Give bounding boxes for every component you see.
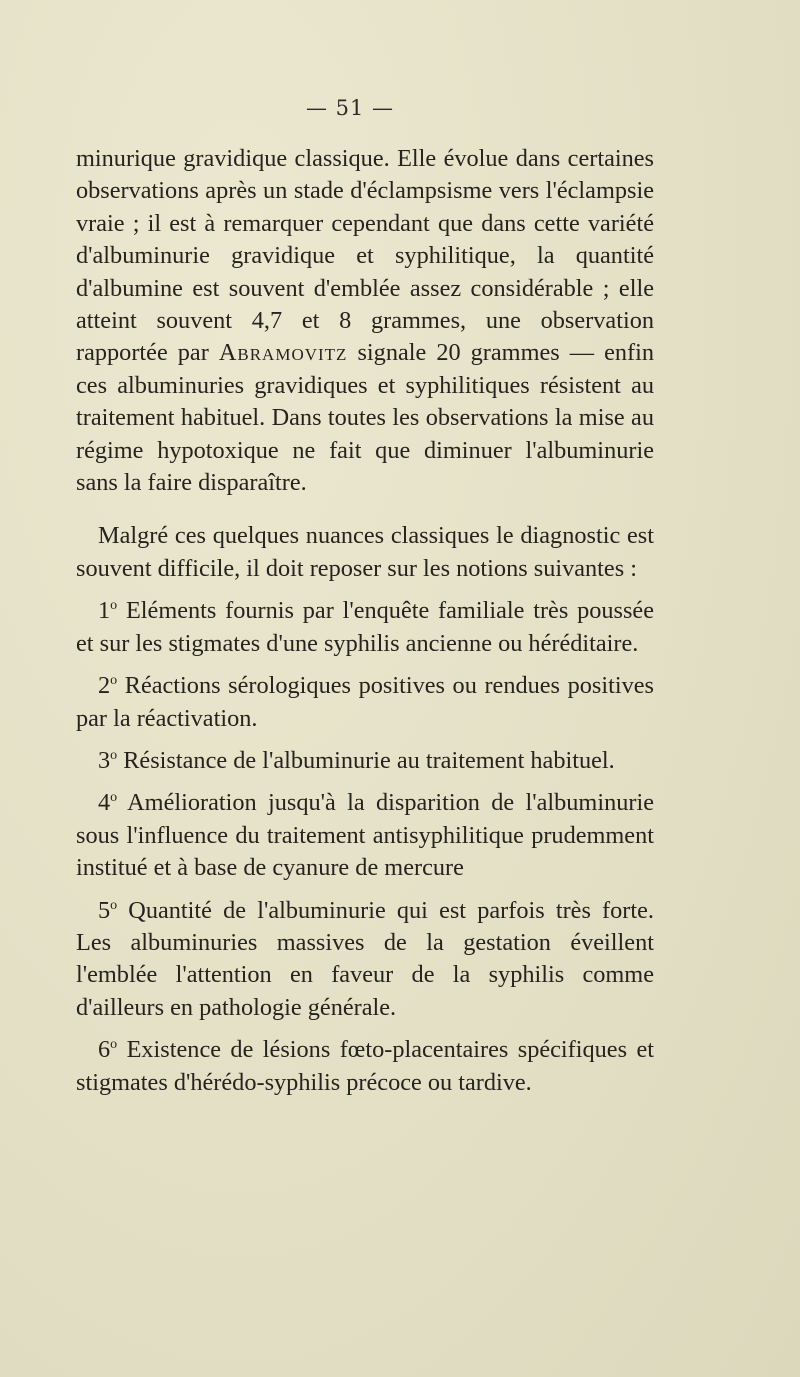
item-text: Quantité de l'albuminurie qui est parfois très forte. Les albuminuries massives de la gestation éveillent l'emblée l'attention en faveur de la syphilis comme d'ailleurs en pathologie générale. (76, 896, 654, 1021)
paragraph-continuation (76, 143, 654, 499)
item-text: Réactions sérologiques positives ou rendues positives par la réactivation. (76, 672, 654, 732)
item-text: Existence de lésions fœto-placentaires spécifiques et stigmates d'hérédo-syphilis précoce ou tardive. (76, 1036, 654, 1096)
item-text: Amélioration jusqu'à la disparition de l'albuminurie sous l'influence du traitement antisyphilitique prudemment institué et à base de cyanure de mercure (76, 789, 654, 882)
item-text: Eléments fournis par l'enquête familiale très poussée et sur les stigmates d'une syphilis ancienne ou héréditaire. (76, 597, 654, 657)
page-number: — 51 — (305, 96, 395, 120)
item-number: 6$^o$ (98, 1036, 118, 1064)
paragraph-diagnosis: Malgré ces quelques nuances classiques le diagnostic est souvent difficile, il doit reposer sur les notions suivantes : (76, 522, 654, 582)
item-text: Résistance de l'albuminurie au traitement habituel. (117, 746, 615, 774)
paragraph-text: minurique gravidique classique. Elle évolue dans certaines observations après un stade d'éclampsisme vers l'éclampsie vraie ; il est à remarquer cependant que dans cette variété d'albuminurie gravidique et syphilitique, la quantité d'albumine est souvent d'emblée assez considérable ; elle atteint souvent 4,7 et 8 grammes, une observation rapportée par (76, 145, 654, 367)
item-number: 4$^o$ (98, 789, 118, 817)
author-name: Abramovitz (218, 339, 348, 367)
list-item (76, 595, 654, 660)
list-item (76, 895, 654, 1025)
item-number: 3$^o$ (98, 746, 118, 774)
list-item (76, 670, 654, 735)
list-item (76, 787, 654, 884)
paragraph-text: signale 20 grammes — enfin ces albuminuries gravidiques et syphilitiques résistent au traitement habituel. Dans toutes les observations la mise au régime hypotoxique ne fait que diminuer l'albuminurie sans la faire disparaître. (76, 339, 654, 497)
list-item (76, 1034, 654, 1099)
item-number: 1$^o$ (98, 597, 118, 625)
list-item (76, 745, 654, 777)
body-text (76, 143, 654, 1099)
item-number: 2$^o$ (98, 672, 118, 700)
item-number: 5$^o$ (98, 896, 118, 924)
